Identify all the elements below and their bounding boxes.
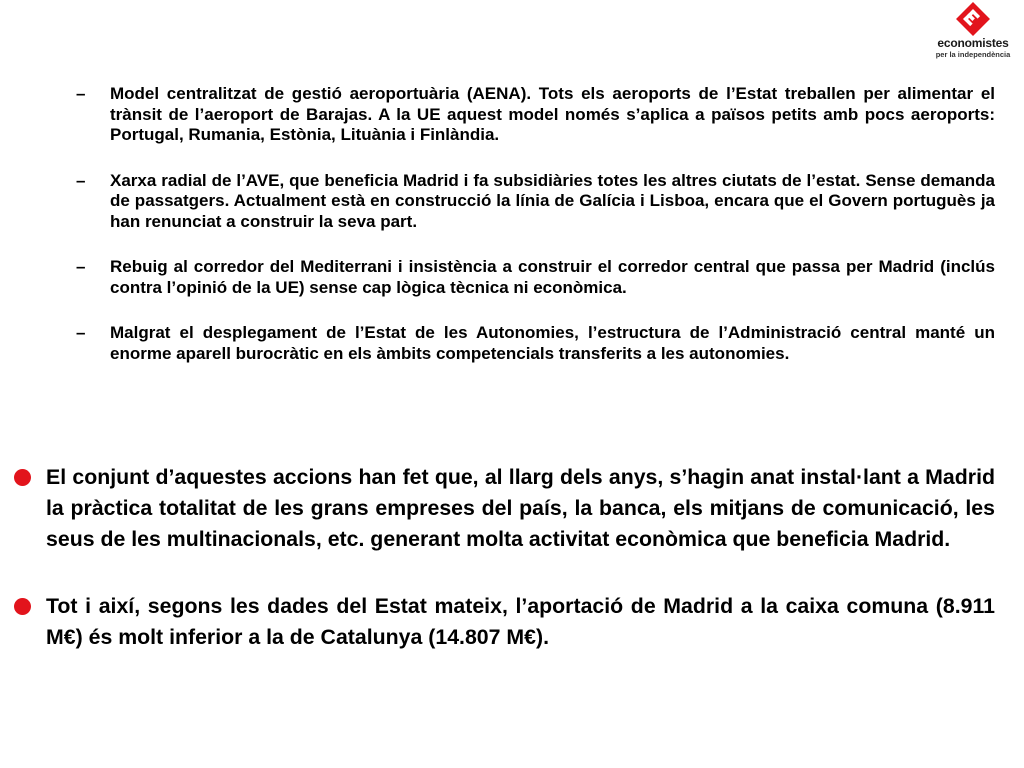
main-bullet-list: [14, 462, 995, 689]
main-bullet-item: [14, 591, 995, 653]
main-bullet-text: Tot i així, segons les dades del Estat mateix, l’aportació de Madrid a la caixa comuna (8.911 M€) és molt inferior a la de Catalunya (14.807 M€).: [46, 594, 995, 649]
sub-bullet-item: [76, 84, 995, 146]
main-bullet-text: El conjunt d’aquestes accions han fet que, al llarg dels anys, s’hagin anat instal·lant a Madrid la pràctica totalitat de les grans empreses del país, la banca, els mitjans de comunicació, les seus de les multinacionals, etc. generant molta activitat econòmica que beneficia Madrid.: [46, 465, 995, 551]
logo-tagline: per la independència: [935, 50, 1011, 59]
main-bullet-item: [14, 462, 995, 555]
sub-bullet-item: [76, 171, 995, 233]
sub-bullet-text: Malgrat el desplegament de l’Estat de les Autonomies, l’estructura de l’Administració central manté un enorme aparell burocràtic en els àmbits competencials transferits a les autonomies.: [110, 323, 995, 363]
economistes-logo-icon: [956, 2, 990, 36]
logo-name: economistes: [937, 36, 1009, 50]
red-bullet-icon: [14, 598, 31, 615]
dash-marker: –: [76, 257, 86, 276]
sub-bullet-item: [76, 323, 995, 364]
sub-bullet-text: Rebuig al corredor del Mediterrani i insistència a construir el corredor central que passa per Madrid (inclús contra l’opinió de la UE) sense cap lògica tècnica ni econòmica.: [110, 257, 995, 297]
dash-marker: –: [76, 323, 86, 342]
red-bullet-icon: [14, 469, 31, 486]
sub-bullet-item: [76, 257, 995, 298]
sub-bullet-list: [76, 84, 995, 389]
dash-marker: –: [76, 170, 86, 190]
dash-marker: –: [76, 84, 86, 103]
logo: [928, 2, 1018, 64]
sub-bullet-text: Xarxa radial de l’AVE, que beneficia Madrid i fa subsidiàries totes les altres ciutats de l’estat. Sense demanda de passatgers. Actualment està en construcció la línia de Galícia i Lisboa, encara que el Govern portuguès ja han renunciat a construir la seva part.: [110, 170, 995, 231]
sub-bullet-text: Model centralitzat de gestió aeroportuària (AENA). Tots els aeroports de l’Estat treballen per alimentar el trànsit de l’aeroport de Barajas. A la UE aquest model només s’aplica a països petits amb pocs aeroports: Portugal, Rumania, Estònia, Lituània i Finlàndia.: [110, 84, 995, 144]
